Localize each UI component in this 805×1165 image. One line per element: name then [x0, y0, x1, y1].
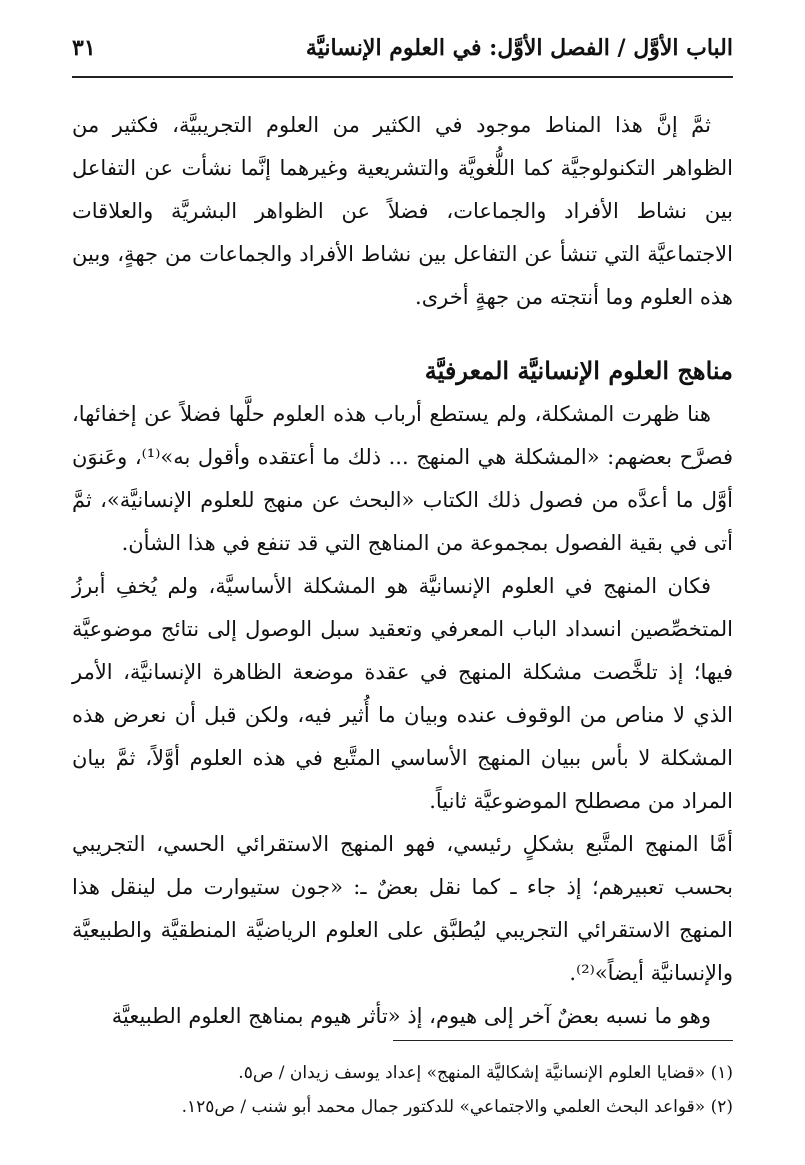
running-header [72, 28, 733, 68]
footnote-1: (١) «قضايا العلوم الإنسانيَّة إشكاليَّة المنهج» إعداد يوسف زيدان / ص٥. [238, 1063, 733, 1083]
footnotes [72, 1056, 733, 1124]
section-heading: مناهج العلوم الإنسانيَّة المعرفيَّة [424, 356, 733, 385]
header-rule [72, 76, 733, 78]
paragraph-3: فكان المنهج في العلوم الإنسانيَّة هو المشكلة الأساسيَّة، ولم يُخفِ أبرزُ المتخصِّصين انسداد الباب المعرفي وتعقيد سبل الوصول إلى نتائج موضوعيَّة فيها؛ إذ تلخَّصت مشكلة المنهج في عقدة موضعة الظاهرة الإنسانيَّة، الأمر الذي لا مناص من الوقوف عنده وبيان ما أُثير فيه، ولكن قبل أن نعرض هذه المشكلة لا بأس ببيان المنهج الأساسي المتَّبع في هذه العلوم أوَّلاً، ثمَّ بيان المراد من مصطلح الموضوعيَّة ثانياً. [72, 574, 734, 813]
paragraph-2: هنا ظهرت المشكلة، ولم يستطع أرباب هذه العلوم حلَّها فضلاً عن إخفائها، فصرَّح بعضهم: «المشكلة هي المنهج ... ذلك ما أعتقده وأقول به»⁽¹⁾، وعَنوَن أوَّل ما أعدَّه من فصول ذلك الكتاب «البحث عن منهج للعلوم الإنسانيَّة»، ثمَّ أتى في بقية الفصول بمجموعة من المناهج التي قد تنفع في هذا الشأن. [72, 402, 733, 555]
main-text [72, 104, 733, 1038]
header-title: الباب الأوَّل / الفصل الأوَّل: في العلوم الإنسانيَّة [305, 35, 733, 61]
footnote-2: (٢) «قواعد البحث العلمي والاجتماعي» للدكتور جمال محمد أبو شنب / ص١٢٥. [181, 1097, 733, 1117]
footnote-rule [393, 1040, 733, 1041]
paragraph-1: ثمَّ إنَّ هذا المناط موجود في الكثير من العلوم التجريبيَّة، فكثير من الظواهر التكنولوجيَّة كما اللُّغويَّة والتشريعية وغيرهما إنَّما نشأت عن التفاعل بين نشاط الأفراد والجماعات، فضلاً عن الظواهر البشريَّة والعلاقات الاجتماعيَّة التي تنشأ عن التفاعل بين نشاط الأفراد والجماعات من جهةٍ، وبين هذه العلوم وما أنتجته من جهةٍ أخرى. [72, 113, 733, 309]
paragraph-5: وهو ما نسبه بعضٌ آخر إلى هيوم، إذ «تأثر هيوم بمناهج العلوم الطبيعيَّة [111, 1004, 711, 1028]
page-number: ٣١ [72, 35, 96, 61]
paragraph-4: أمَّا المنهج المتَّبع بشكلٍ رئيسي، فهو المنهج الاستقرائي الحسي، التجريبي بحسب تعبيرهم؛ إذ جاء ـ كما نقل بعضٌ ـ: «جون ستيوارت مل لينقل هذا المنهج الاستقرائي التجريبي ليُطبَّق على العلوم الرياضيَّة المنطقيَّة والطبيعيَّة والإنسانيَّة أيضاً»⁽²⁾. [72, 832, 733, 985]
